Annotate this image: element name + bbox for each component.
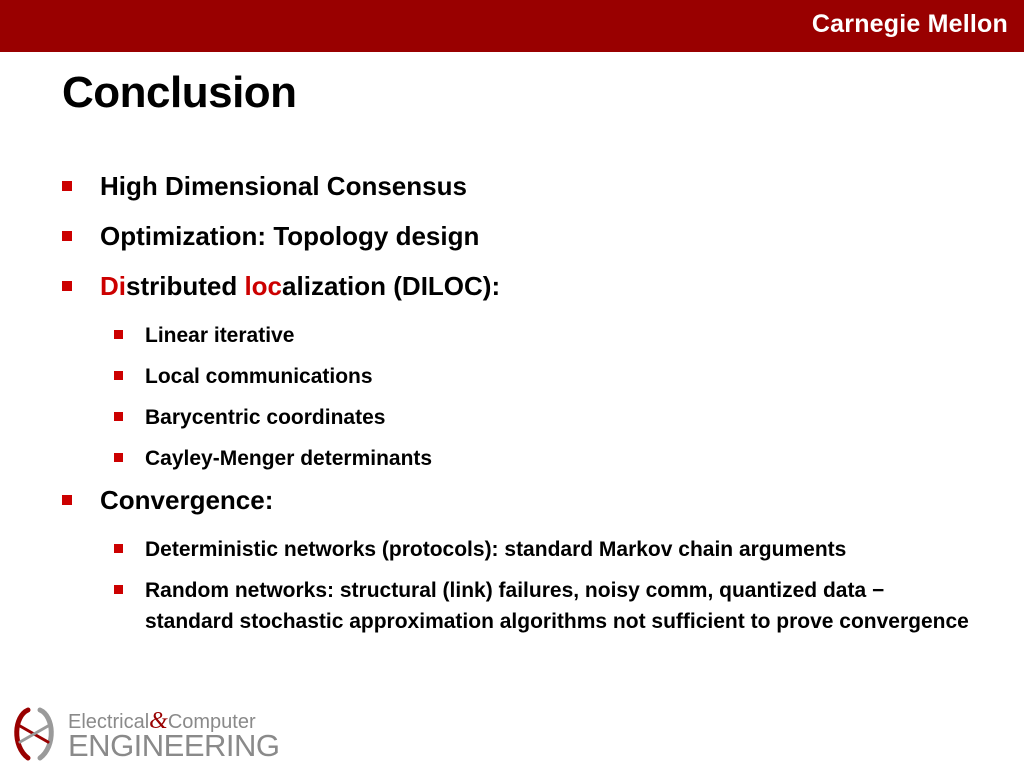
ece-logo-mark-icon xyxy=(6,706,62,762)
square-bullet-icon xyxy=(62,181,72,191)
sub-bullet-text: Deterministic networks (protocols): standard Markov chain arguments xyxy=(145,538,847,561)
logo-word-computer: Computer xyxy=(167,711,256,733)
ece-logo xyxy=(6,706,280,763)
bullet-text xyxy=(100,270,500,303)
square-bullet-icon xyxy=(114,412,123,421)
sub-bullet-random-networks xyxy=(62,575,982,637)
sub-bullet-text: Barycentric coordinates xyxy=(145,406,386,429)
sub-bullet-cayley-menger xyxy=(62,443,982,474)
bullet-text: Optimization: Topology design xyxy=(100,221,480,251)
sub-bullet-deterministic xyxy=(62,534,982,565)
highlight-di: Di xyxy=(100,271,126,301)
square-bullet-icon xyxy=(114,585,123,594)
header-bar xyxy=(0,0,1024,52)
square-bullet-icon xyxy=(114,544,123,553)
logo-ampersand: & xyxy=(149,708,168,734)
square-bullet-icon xyxy=(62,495,72,505)
bullet-high-dimensional-consensus xyxy=(62,170,982,203)
sub-bullet-barycentric xyxy=(62,402,982,433)
square-bullet-icon xyxy=(114,453,123,462)
text-segment: alization (DILOC): xyxy=(282,271,501,301)
square-bullet-icon xyxy=(62,231,72,241)
bullet-optimization xyxy=(62,220,982,253)
brand-name: Carnegie Mellon xyxy=(811,10,1008,38)
bullet-text: Convergence: xyxy=(100,485,274,515)
sub-bullet-text: Random networks: structural (link) failures, noisy comm, quantized data − standard stochastic approximation algorithms not sufficient to prove convergence xyxy=(145,579,969,633)
square-bullet-icon xyxy=(114,330,123,339)
bullet-diloc xyxy=(62,270,982,303)
square-bullet-icon xyxy=(114,371,123,380)
square-bullet-icon xyxy=(62,281,72,291)
logo-word-electrical: Electrical xyxy=(68,711,150,733)
slide-title: Conclusion xyxy=(62,68,297,117)
sub-bullet-text: Cayley-Menger determinants xyxy=(145,447,433,470)
bullet-list xyxy=(62,170,982,647)
sub-bullet-linear-iterative xyxy=(62,320,982,351)
text-segment: stributed xyxy=(126,271,245,301)
sub-bullet-text: Linear iterative xyxy=(145,324,295,347)
sub-bullet-text: Local communications xyxy=(145,365,373,388)
logo-text-engineering: ENGINEERING xyxy=(68,728,280,763)
bullet-text: High Dimensional Consensus xyxy=(100,171,467,201)
bullet-convergence xyxy=(62,484,982,517)
highlight-loc: loc xyxy=(244,271,283,301)
sub-bullet-local-communications xyxy=(62,361,982,392)
